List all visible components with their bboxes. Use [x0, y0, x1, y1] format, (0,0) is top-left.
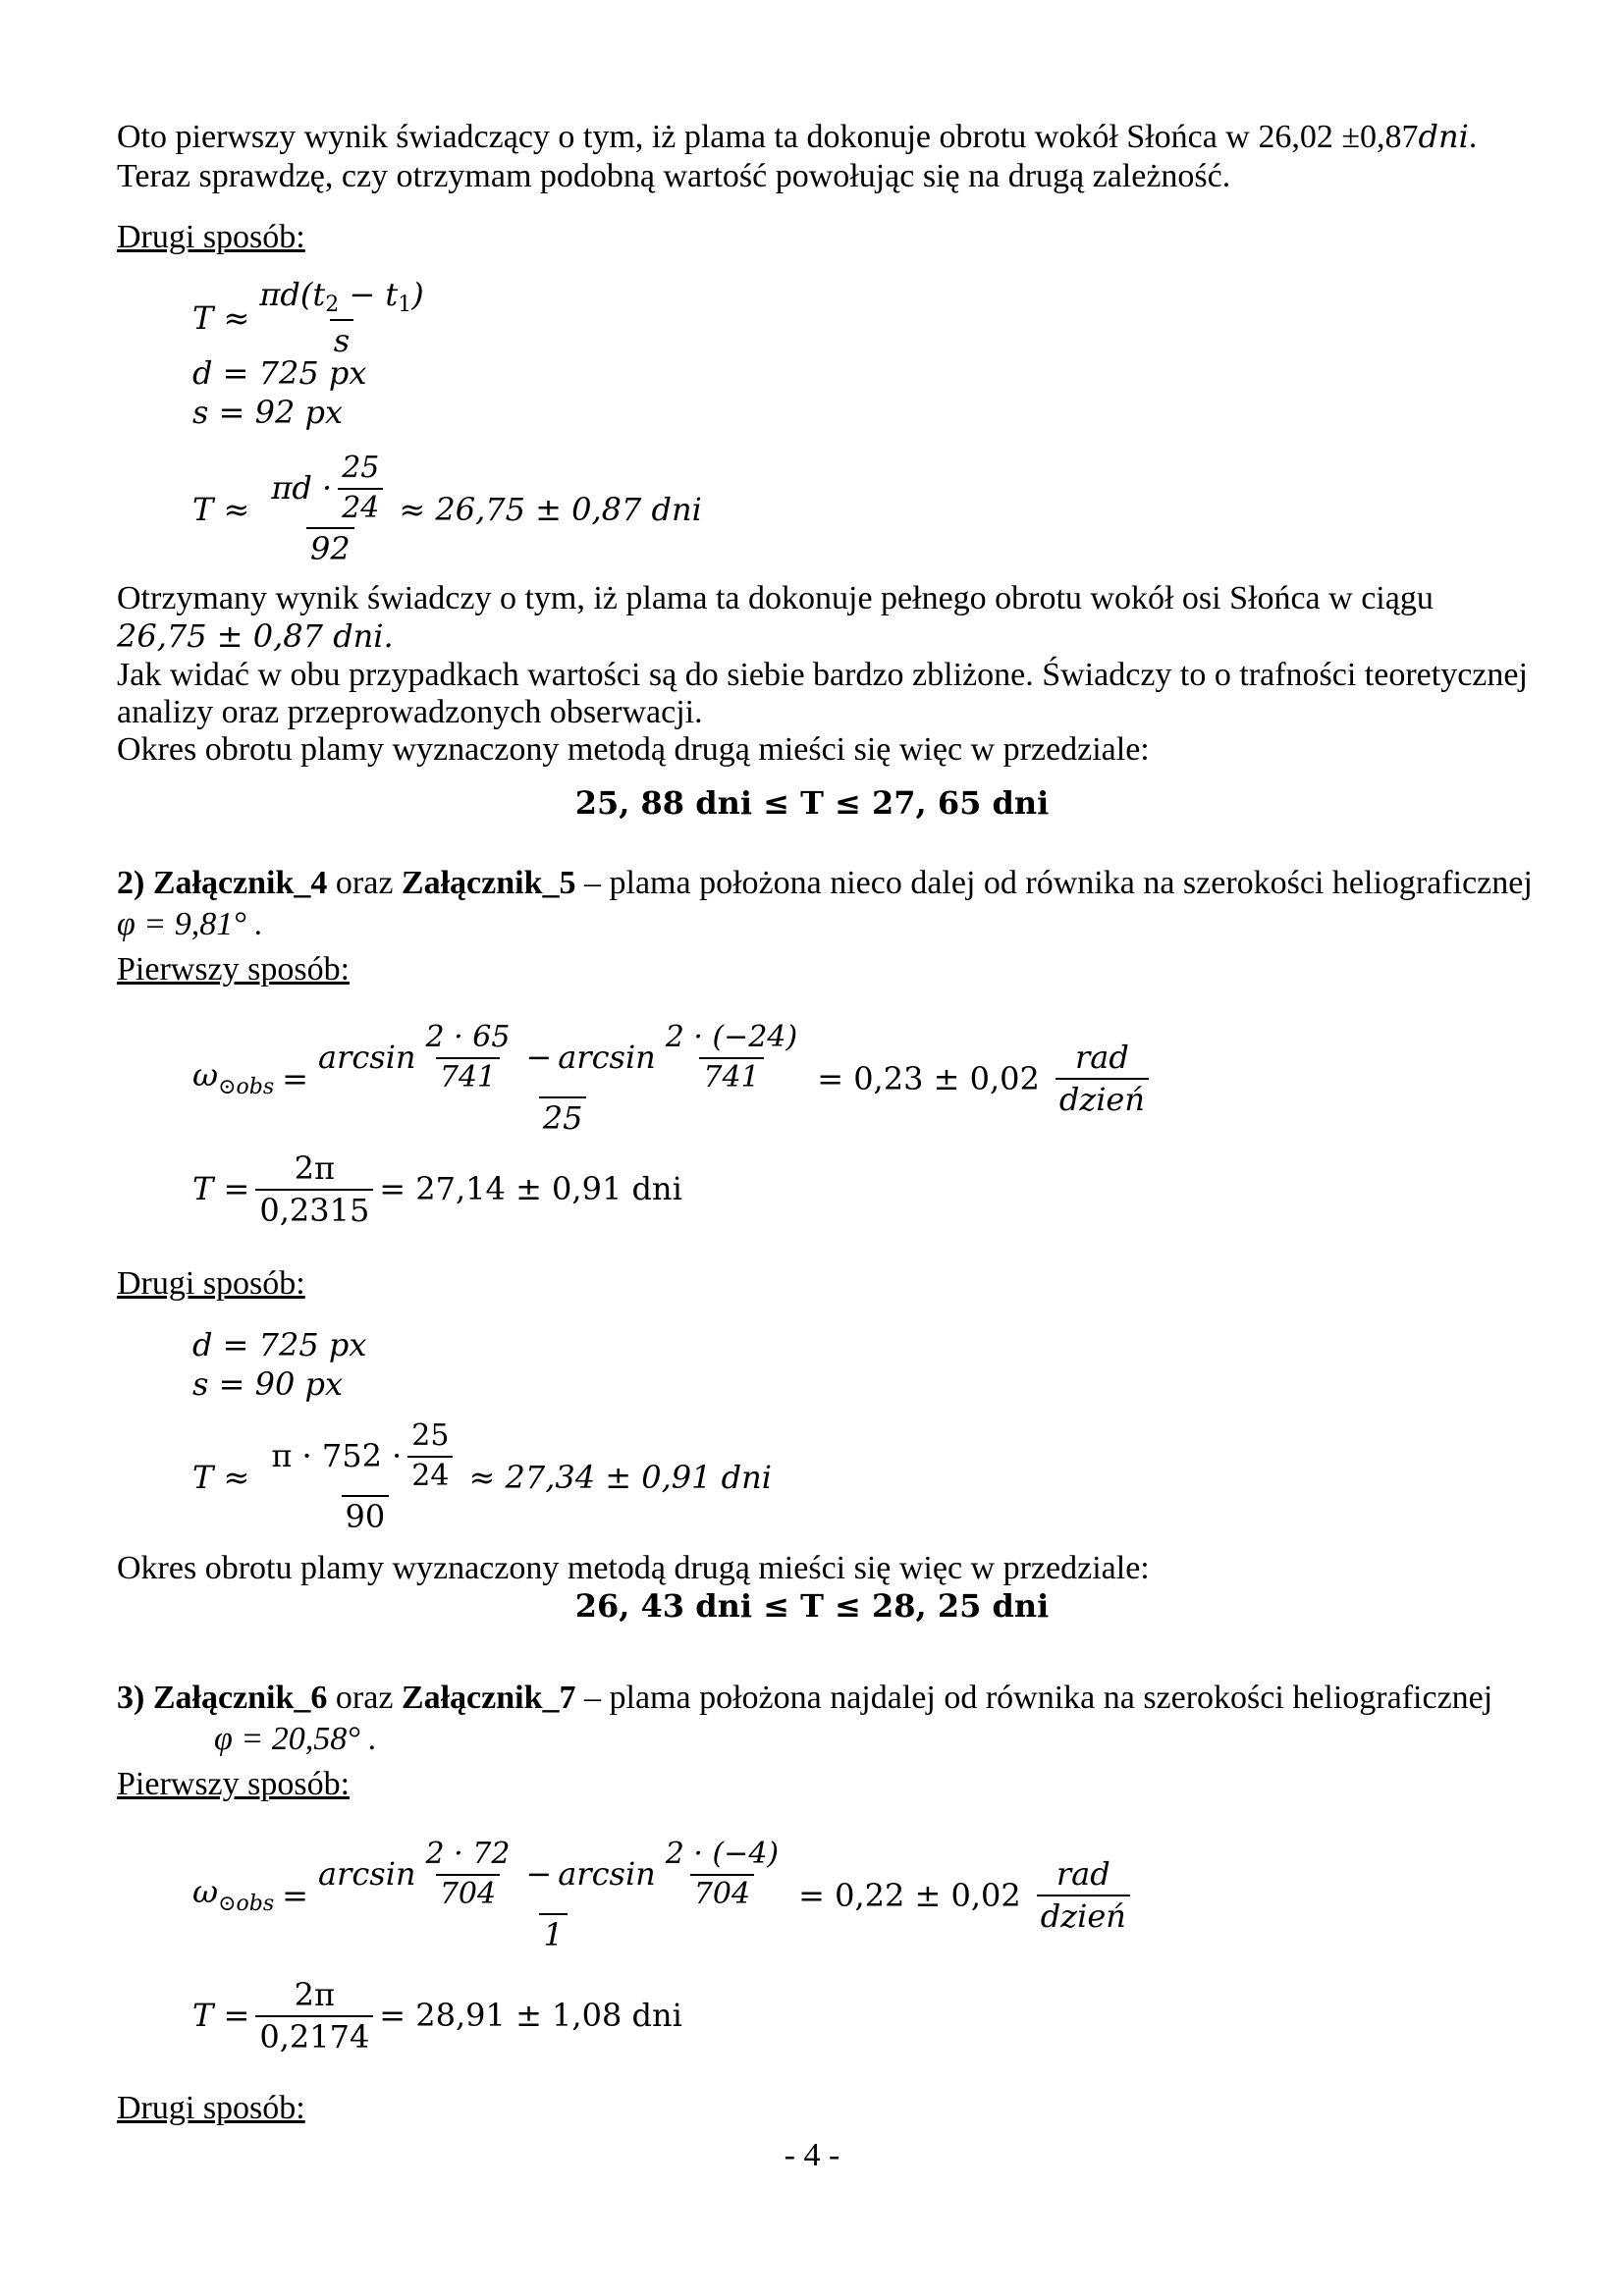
paragraph-1-line-1: Oto pierwszy wynik świadczący o tym, iż plama ta dokonuje obrotu wokół Słońca w 26,02 ±0,87dni.	[117, 118, 1478, 155]
paragraph-2-line-3: Jak widać w obu przypadkach wartości są do siebie bardzo zbliżone. Świadczy to o trafności teoretycznej	[117, 657, 1528, 693]
period-formula-3: T = $\frac{2\pi}{0,2174}$ = 28,91 ± 1,08 dni	[192, 1976, 682, 2056]
second-method-heading-3: Drugi sposób:	[117, 2090, 305, 2126]
paragraph-2-line-1: Otrzymany wynik świadczy o tym, iż plama ta dokonuje pełnego obrotu wokół osi Słońca w ciągu	[117, 580, 1434, 616]
second-method-heading-1: Drugi sposób:	[117, 219, 305, 255]
s-value-1: s = 92 px	[192, 394, 343, 431]
formula-period-calc-1: T ≈ πd · $\frac{25}{24}$ 92 ≈ 26,75 ± 0,87 dni	[192, 451, 702, 567]
paragraph-2-line-2: 26,75 ± 0,87 dni.	[117, 617, 394, 655]
formula-period-general: T ≈ $\frac{\pi d(t2 - t1)}{s}$	[192, 277, 434, 359]
fraction-general: $\frac{\pi d(t2 - t1)}{s}$	[259, 276, 424, 360]
omega-formula-3: $\omega_{⊙obs}$ = arcsin $\frac{2 \cdot 72}{704}$ − arcsin $\frac{2 \cdot (-4)}{704}$ 1 = 0,22 ± 0,02 $\frac{\text{rad}}{\text{dzień}}$	[192, 1838, 1136, 1953]
omega-formula-2: $\omega_{⊙obs}$ = arcsin $\frac{2 \cdot 65}{741}$ − arcsin $\frac{2 \cdot (-24)}{741}$ 25 = 0,23 ± 0,02 $\frac{\text{rad}}{\text{dzień}}$	[192, 1021, 1155, 1137]
second-method-heading-2: Drugi sposób:	[117, 1265, 305, 1302]
paragraph-1-line-2: Teraz sprawdzę, czy otrzymam podobną wartość powołując się na drugą zależność.	[117, 158, 1231, 194]
interval-intro-2: Okres obrotu plamy wyznaczony metodą drugą mieści się więc w przedziale:	[117, 1550, 1150, 1586]
s-value-2: s = 90 px	[192, 1365, 343, 1403]
paragraph-2-line-4: analizy oraz przeprowadzonych obserwacji.	[117, 694, 703, 730]
first-method-heading-3: Pierwszy sposób:	[117, 1766, 351, 1802]
period-formula-2: T = $\frac{2\pi}{0,2315}$ = 27,14 ± 0,91 dni	[192, 1149, 682, 1229]
formula-period-calc-2: T ≈ π · 752 · $\frac{25}{24}$ 90 ≈ 27,34 ± 0,91 dni	[192, 1418, 772, 1535]
d-value-1: d = 725 px	[192, 354, 367, 392]
section-3-heading: 3) Załącznik_6 oraz Załącznik_7 – plama położona najdalej od równika na szerokości heliograficznej	[117, 1680, 1493, 1716]
interval-1: 25, 88 dni ≤ T ≤ 27, 65 dni	[574, 784, 1050, 822]
interval-2: 26, 43 dni ≤ T ≤ 28, 25 dni	[574, 1587, 1050, 1625]
section-2-heading: 2) Załącznik_4 oraz Załącznik_5 – plama położona nieco dalej od równika na szerokości heliograficznej	[117, 865, 1533, 901]
first-method-heading-2: Pierwszy sposób:	[117, 951, 351, 988]
section-3-latitude: φ = 20,58° .	[214, 1721, 377, 1757]
d-value-2: d = 725 px	[192, 1326, 367, 1363]
paragraph-2-line-5: Okres obrotu plamy wyznaczony metodą drugą mieści się więc w przedziale:	[117, 731, 1150, 768]
section-2-latitude: φ = 9,81° .	[117, 906, 263, 942]
page-number: - 4 -	[784, 2137, 840, 2173]
